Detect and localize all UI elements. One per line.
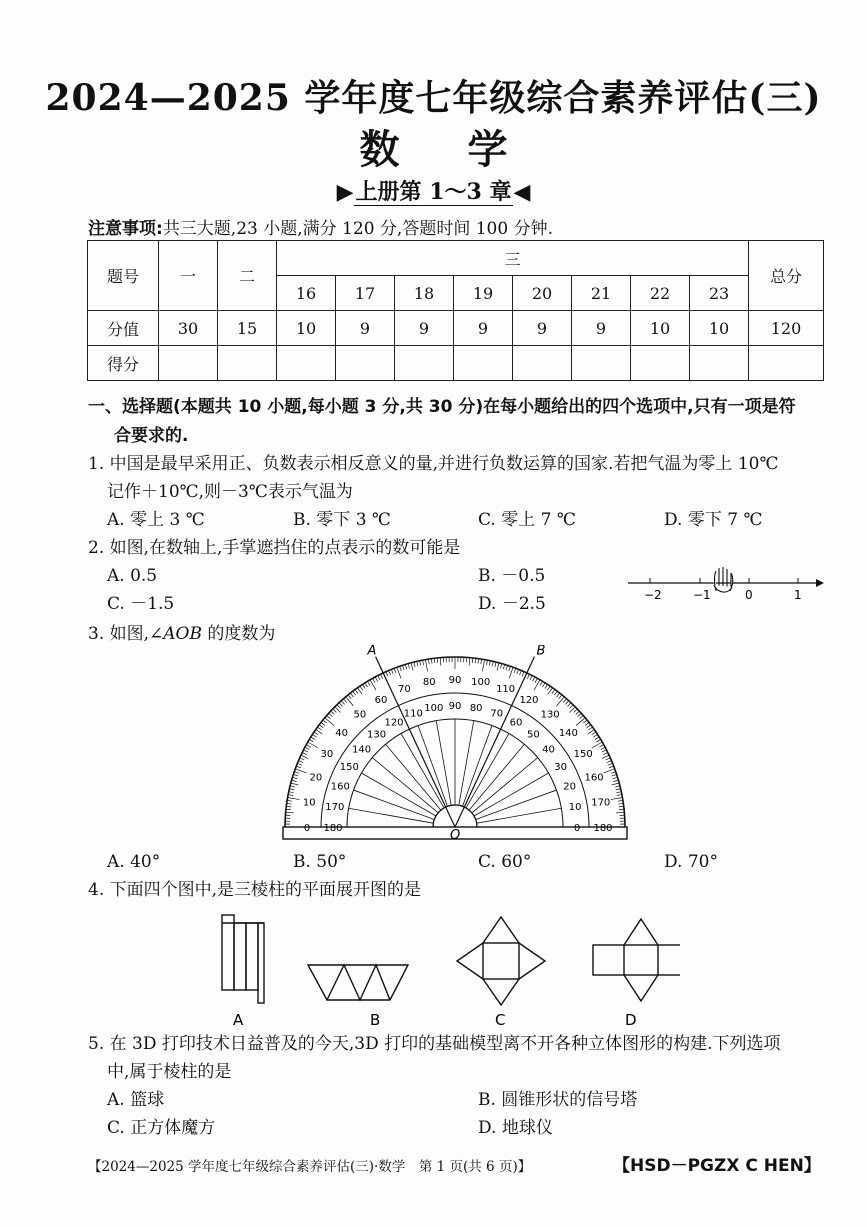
protractor-tick (616, 792, 621, 793)
row-head-score: 得分 (88, 346, 159, 381)
protractor-outer-numeral: 70 (398, 683, 411, 695)
row-head-number: 题号 (88, 241, 159, 311)
protractor-tick (588, 727, 592, 730)
point-a-label: A (367, 645, 377, 659)
protractor-tick (599, 745, 603, 747)
protractor-tick (425, 660, 427, 672)
protractor-tick (557, 693, 560, 697)
protractor-tick (309, 739, 313, 742)
q3-option-a[interactable]: A. 40° (107, 852, 161, 872)
protractor-tick (618, 803, 623, 804)
protractor-tick (519, 671, 521, 676)
notice-text: 共三大题,23 小题,满分 120 分,答题时间 100 分钟. (162, 219, 553, 239)
protractor-outer-numeral: 160 (584, 772, 604, 784)
protractor-tick (592, 742, 602, 748)
protractor-outer-numeral: 0 (303, 823, 311, 834)
net-d-label: D (625, 1011, 637, 1029)
protractor-tick (304, 750, 308, 752)
protractor-radial (349, 808, 434, 823)
protractor-tick (365, 683, 368, 687)
protractor-tick (346, 697, 354, 706)
protractor-tick (329, 713, 333, 716)
protractor-tick (331, 711, 335, 714)
score-cell[interactable] (336, 346, 395, 381)
protractor-tick (294, 772, 299, 774)
protractor-tick (559, 695, 562, 699)
subject-char-2: 学 (467, 126, 508, 173)
protractor-tick (289, 789, 294, 790)
protractor-tick (617, 795, 622, 796)
protractor-tick (308, 742, 318, 748)
protractor-tick (292, 780, 297, 781)
q4-figures (200, 905, 680, 1035)
net-a[interactable] (222, 915, 264, 1003)
protractor-outer-numeral: 50 (353, 709, 367, 721)
protractor-tick (325, 718, 334, 726)
protractor-tick (333, 709, 337, 712)
protractor-tick (517, 669, 519, 674)
hand-icon (714, 567, 733, 592)
protractor-tick (603, 752, 607, 754)
exam-title: 2024—2025 学年度七年级综合素养评估(三) (45, 77, 822, 119)
score-cell[interactable] (454, 346, 513, 381)
protractor-tick (299, 761, 304, 763)
protractor-tick (300, 758, 305, 760)
protractor-tick (602, 750, 606, 752)
ray-ob (455, 657, 534, 827)
q2-option-d[interactable]: D. －2.5 (478, 594, 546, 614)
protractor-tick (545, 684, 548, 688)
protractor-radial (476, 790, 557, 819)
protractor-tick (400, 666, 402, 671)
protractor-tick (402, 665, 404, 670)
protractor-tick (602, 755, 609, 758)
scope-text: 上册第 1～3 章 (355, 179, 512, 205)
protractor-inner-numeral: 50 (527, 729, 540, 741)
subject-heading (0, 118, 867, 175)
protractor-radial (477, 808, 562, 823)
protractor-tick (472, 658, 473, 663)
protractor-inner-numeral: 80 (469, 702, 483, 714)
protractor-tick (616, 812, 624, 813)
protractor-tick (287, 800, 292, 801)
protractor-tick (428, 659, 429, 664)
sub-col: 17 (336, 276, 395, 311)
q3-option-c[interactable]: C. 60° (478, 852, 532, 872)
section-1-line-2: 合要求的. (114, 426, 189, 446)
protractor-inner-numeral: 70 (490, 708, 504, 720)
protractor-outer-numeral: 80 (422, 677, 436, 689)
protractor-tick (612, 774, 617, 776)
score-table (87, 240, 824, 381)
protractor-outer-numeral: 150 (573, 749, 593, 760)
q5-option-b[interactable]: B. 圆锥形状的信号塔 (478, 1090, 638, 1110)
score-cell[interactable] (513, 346, 572, 381)
score-cell[interactable] (572, 346, 631, 381)
protractor-tick (580, 715, 584, 718)
protractor-tick (509, 666, 511, 671)
protractor-figure (270, 645, 640, 845)
protractor-tick (287, 803, 292, 804)
protractor-outer-numeral: 30 (320, 749, 334, 760)
protractor-tick (608, 763, 613, 765)
protractor-tick (615, 786, 620, 787)
protractor-inner-numeral: 10 (568, 801, 582, 813)
score-cell[interactable] (690, 346, 749, 381)
protractor-tick (568, 703, 571, 707)
score-cell[interactable] (395, 346, 454, 381)
protractor-tick (293, 774, 298, 776)
protractor-tick (411, 663, 413, 671)
number-line-figure (620, 565, 830, 605)
point-o-label: O (450, 828, 461, 843)
protractor-tick (405, 664, 406, 669)
protractor-outer-numeral: 170 (591, 797, 611, 809)
protractor-tick (478, 659, 479, 664)
protractor-tick (337, 705, 340, 709)
protractor-tick (576, 711, 580, 714)
protractor-tick (587, 725, 591, 728)
net-d[interactable] (593, 919, 680, 1001)
protractor-tick (495, 662, 496, 667)
protractor-tick (420, 661, 421, 666)
protractor-tick (565, 701, 568, 705)
protractor-tick (440, 658, 441, 666)
protractor-tick (574, 709, 578, 712)
protractor-tick (314, 732, 318, 735)
protractor-tick (557, 697, 565, 706)
ray-oa (376, 657, 455, 827)
protractor-tick (306, 745, 310, 747)
protractor-tick (292, 777, 297, 778)
points-cell: 10 (277, 311, 336, 346)
net-c[interactable] (457, 917, 545, 1005)
q3-stem-pre: 3. 如图, (88, 624, 150, 644)
protractor-tick (619, 809, 624, 810)
q1-option-a[interactable]: A. 零上 3 ℃ (107, 510, 205, 530)
protractor-tick (296, 766, 301, 768)
protractor-tick (321, 722, 325, 725)
protractor-inner-numeral: 150 (339, 762, 359, 773)
axis-label: −2 (644, 588, 662, 602)
protractor-inner-numeral: 30 (554, 762, 568, 773)
protractor-tick (595, 737, 599, 740)
protractor-tick (469, 658, 470, 666)
protractor-outer-numeral: 40 (335, 727, 348, 739)
protractor-tick (286, 812, 294, 813)
section-1-heading (88, 393, 833, 451)
protractor-tick (563, 699, 566, 703)
protractor-inner-numeral: 130 (367, 729, 387, 741)
protractor-tick (353, 691, 356, 695)
protractor-tick (578, 713, 582, 716)
arrow-head-icon (816, 579, 824, 587)
net-b[interactable] (308, 965, 408, 1000)
protractor-tick (592, 732, 596, 735)
protractor-tick (618, 800, 623, 801)
protractor-inner-numeral: 140 (351, 744, 372, 756)
q1-line-2: 记作＋10℃,则－3℃表示气温为 (107, 482, 353, 502)
row-head-points: 分值 (88, 311, 159, 346)
protractor-tick (481, 659, 482, 664)
col-part-2: 二 (218, 241, 277, 311)
protractor-tick (486, 660, 487, 665)
paper-code: 【HSD－PGZX C HEN】 (613, 1156, 821, 1176)
left-triangle-icon: ◀ (513, 179, 531, 205)
protractor-tick (585, 722, 589, 725)
protractor-tick (339, 703, 342, 707)
q1-option-d[interactable]: D. 零下 7 ℃ (664, 510, 763, 530)
net-b-label: B (370, 1011, 381, 1029)
q2-option-c[interactable]: C. －1.5 (107, 594, 175, 614)
protractor-outer-numeral: 90 (448, 675, 462, 686)
protractor-tick (423, 660, 424, 665)
q3-angle: ∠AOB (149, 624, 202, 644)
protractor-tick (302, 752, 306, 754)
protractor-tick (497, 663, 499, 671)
protractor-tick (343, 699, 346, 703)
protractor-inner-numeral: 170 (325, 801, 345, 813)
protractor-radial (418, 726, 447, 807)
q2-option-a[interactable]: A. 0.5 (107, 566, 158, 586)
protractor-tick (437, 658, 438, 663)
protractor-tick (297, 763, 302, 765)
protractor-tick (547, 686, 550, 690)
subject-char-1: 数 (359, 126, 400, 173)
sub-col: 22 (631, 276, 690, 311)
sub-col: 20 (513, 276, 572, 311)
axis-label: −1 (693, 588, 711, 602)
score-cell[interactable] (159, 346, 218, 381)
sub-col: 16 (277, 276, 336, 311)
protractor-tick (542, 683, 545, 687)
protractor-tick (394, 668, 396, 673)
protractor-tick (613, 777, 618, 778)
protractor-inner-numeral: 20 (563, 781, 577, 793)
q3-stem (88, 620, 275, 648)
protractor-tick (611, 797, 623, 799)
protractor-inner-numeral: 110 (403, 708, 423, 720)
q2-option-b[interactable]: B. －0.5 (478, 566, 546, 586)
right-triangle-icon: ▶ (336, 179, 354, 205)
points-cell: 15 (218, 311, 277, 346)
sub-col: 18 (395, 276, 454, 311)
points-total-cell: 120 (749, 311, 824, 346)
protractor-tick (554, 691, 557, 695)
score-total-cell[interactable] (749, 346, 824, 381)
protractor-tick (414, 662, 415, 667)
protractor-tick (327, 715, 331, 718)
protractor-tick (301, 755, 308, 758)
protractor-tick (375, 677, 377, 681)
points-cell: 9 (395, 311, 454, 346)
protractor-tick (288, 795, 293, 796)
protractor-tick (570, 705, 573, 709)
protractor-radial (354, 790, 435, 819)
protractor-tick (475, 658, 476, 663)
protractor-tick (367, 681, 370, 685)
protractor-tick (601, 747, 605, 749)
q5-line-2: 中,属于棱柱的是 (107, 1062, 232, 1082)
protractor-outer-numeral: 110 (496, 683, 516, 695)
chapter-scope (0, 175, 867, 206)
protractor-tick (596, 739, 600, 742)
protractor-tick (530, 676, 532, 680)
protractor-tick (378, 676, 380, 680)
q3-option-d[interactable]: D. 70° (664, 852, 718, 872)
protractor-tick (355, 689, 358, 693)
protractor-tick (311, 737, 315, 740)
protractor-tick (391, 669, 393, 674)
protractor-inner-numeral: 180 (323, 823, 343, 834)
net-c-label: C (495, 1011, 506, 1029)
protractor-tick (289, 792, 294, 793)
protractor-tick (417, 661, 418, 666)
col-total: 总分 (749, 241, 824, 311)
protractor-tick (312, 734, 316, 737)
protractor-tick (434, 658, 435, 663)
protractor-tick (482, 660, 484, 672)
protractor-tick (535, 678, 537, 682)
protractor-tick (362, 684, 365, 688)
protractor-tick (317, 727, 321, 730)
points-cell: 10 (631, 311, 690, 346)
protractor-tick (583, 720, 587, 723)
protractor-tick (593, 734, 597, 737)
notice (88, 214, 553, 239)
q2-stem: 2. 如图,在数轴上,手掌遮挡住的点表示的数可能是 (88, 538, 461, 558)
protractor-outer-numeral: 10 (302, 797, 316, 809)
protractor-tick (319, 725, 323, 728)
protractor-tick (611, 772, 616, 774)
protractor-tick (389, 671, 391, 676)
points-cell: 9 (336, 311, 395, 346)
protractor-outer-numeral: 20 (309, 772, 323, 784)
protractor-radial (463, 726, 492, 807)
protractor-inner-numeral: 0 (573, 823, 581, 834)
points-cell: 9 (513, 311, 572, 346)
protractor-tick (514, 668, 516, 673)
protractor-tick (348, 695, 351, 699)
protractor-tick (305, 747, 309, 749)
score-cell[interactable] (218, 346, 277, 381)
protractor-outer-numeral: 120 (519, 694, 539, 706)
protractor-outer-numeral: 140 (558, 727, 578, 739)
protractor-tick (286, 809, 291, 810)
protractor-outer-numeral: 180 (593, 823, 613, 834)
protractor-tick (350, 693, 353, 697)
protractor-tick (500, 664, 501, 669)
col-part-1: 一 (159, 241, 218, 311)
protractor-tick (506, 665, 508, 670)
col-part-3: 三 (277, 241, 749, 276)
protractor-inner-numeral: 40 (542, 744, 555, 756)
notice-label: 注意事项: (88, 219, 163, 239)
axis-label: 1 (794, 588, 802, 602)
protractor-tick (540, 681, 543, 685)
q5-option-c[interactable]: C. 正方体魔方 (107, 1118, 216, 1138)
protractor-tick (552, 689, 555, 693)
q1-option-c[interactable]: C. 零上 7 ℃ (478, 510, 576, 530)
points-cell: 10 (690, 311, 749, 346)
protractor-tick (489, 661, 490, 666)
sub-col: 21 (572, 276, 631, 311)
score-cell[interactable] (631, 346, 690, 381)
protractor-tick (323, 720, 327, 723)
protractor-tick (291, 783, 299, 785)
point-b-label: B (536, 645, 546, 659)
protractor-tick (341, 701, 344, 705)
protractor-tick (286, 806, 291, 807)
q5-option-a[interactable]: A. 篮球 (107, 1090, 165, 1110)
points-cell: 9 (454, 311, 513, 346)
protractor-tick (373, 678, 375, 682)
protractor-inner-numeral: 60 (509, 717, 523, 729)
protractor-tick (619, 806, 624, 807)
protractor-tick (522, 672, 524, 677)
protractor-tick (370, 680, 376, 690)
protractor-tick (290, 786, 295, 787)
q4-stem: 4. 下面四个图中,是三棱柱的平面展开图的是 (88, 880, 422, 900)
q3-stem-post: 的度数为 (201, 624, 276, 644)
protractor-tick (386, 672, 388, 677)
protractor-tick (431, 659, 432, 664)
protractor-tick (534, 680, 540, 690)
protractor-inner-numeral: 100 (424, 702, 444, 714)
sub-col: 23 (690, 276, 749, 311)
page-footer: 【2024—2025 学年度七年级综合素养评估(三)·数学 第 1 页(共 6 页)】 (88, 1159, 532, 1175)
sub-col: 19 (454, 276, 513, 311)
protractor-tick (532, 677, 534, 681)
protractor-tick (503, 664, 504, 669)
points-cell: 30 (159, 311, 218, 346)
protractor-inner-numeral: 90 (448, 701, 462, 712)
protractor-outer-numeral: 130 (540, 709, 560, 721)
q1-line-1: 1. 中国是最早采用正、负数表示相反意义的量,并进行负数运算的国家.若把气温为零上 10℃ (88, 454, 779, 474)
score-cell[interactable] (277, 346, 336, 381)
net-a-label: A (233, 1011, 244, 1029)
protractor-tick (288, 797, 300, 799)
q3-option-b[interactable]: B. 50° (293, 852, 347, 872)
protractor-tick (616, 789, 621, 790)
q5-option-d[interactable]: D. 地球仪 (478, 1118, 553, 1138)
protractor-tick (576, 718, 585, 726)
q5-line-1: 5. 在 3D 打印技术日益普及的今天,3D 打印的基础模型离不开各种立体图形的构建.下列选项 (88, 1034, 781, 1054)
protractor-inner-numeral: 160 (330, 781, 350, 793)
points-cell: 9 (572, 311, 631, 346)
protractor-tick (408, 664, 409, 669)
protractor-tick (607, 761, 612, 763)
q1-option-b[interactable]: B. 零下 3 ℃ (293, 510, 391, 530)
protractor-tick (527, 674, 529, 678)
protractor-tick (614, 780, 619, 781)
section-1-line-1: 一、选择题(本题共 10 小题,每小题 3 分,共 30 分)在每小题给出的四个选项中,只有一项是符 (88, 397, 796, 417)
protractor-tick (609, 766, 614, 768)
protractor-inner-numeral: 120 (384, 717, 404, 729)
protractor-outer-numeral: 60 (374, 694, 388, 706)
protractor-outer-numeral: 100 (471, 677, 491, 689)
protractor-tick (606, 758, 611, 760)
protractor-tick (492, 661, 493, 666)
protractor-tick (360, 686, 363, 690)
protractor-tick (380, 674, 382, 678)
protractor-tick (611, 783, 619, 785)
axis-label: 0 (745, 588, 753, 602)
